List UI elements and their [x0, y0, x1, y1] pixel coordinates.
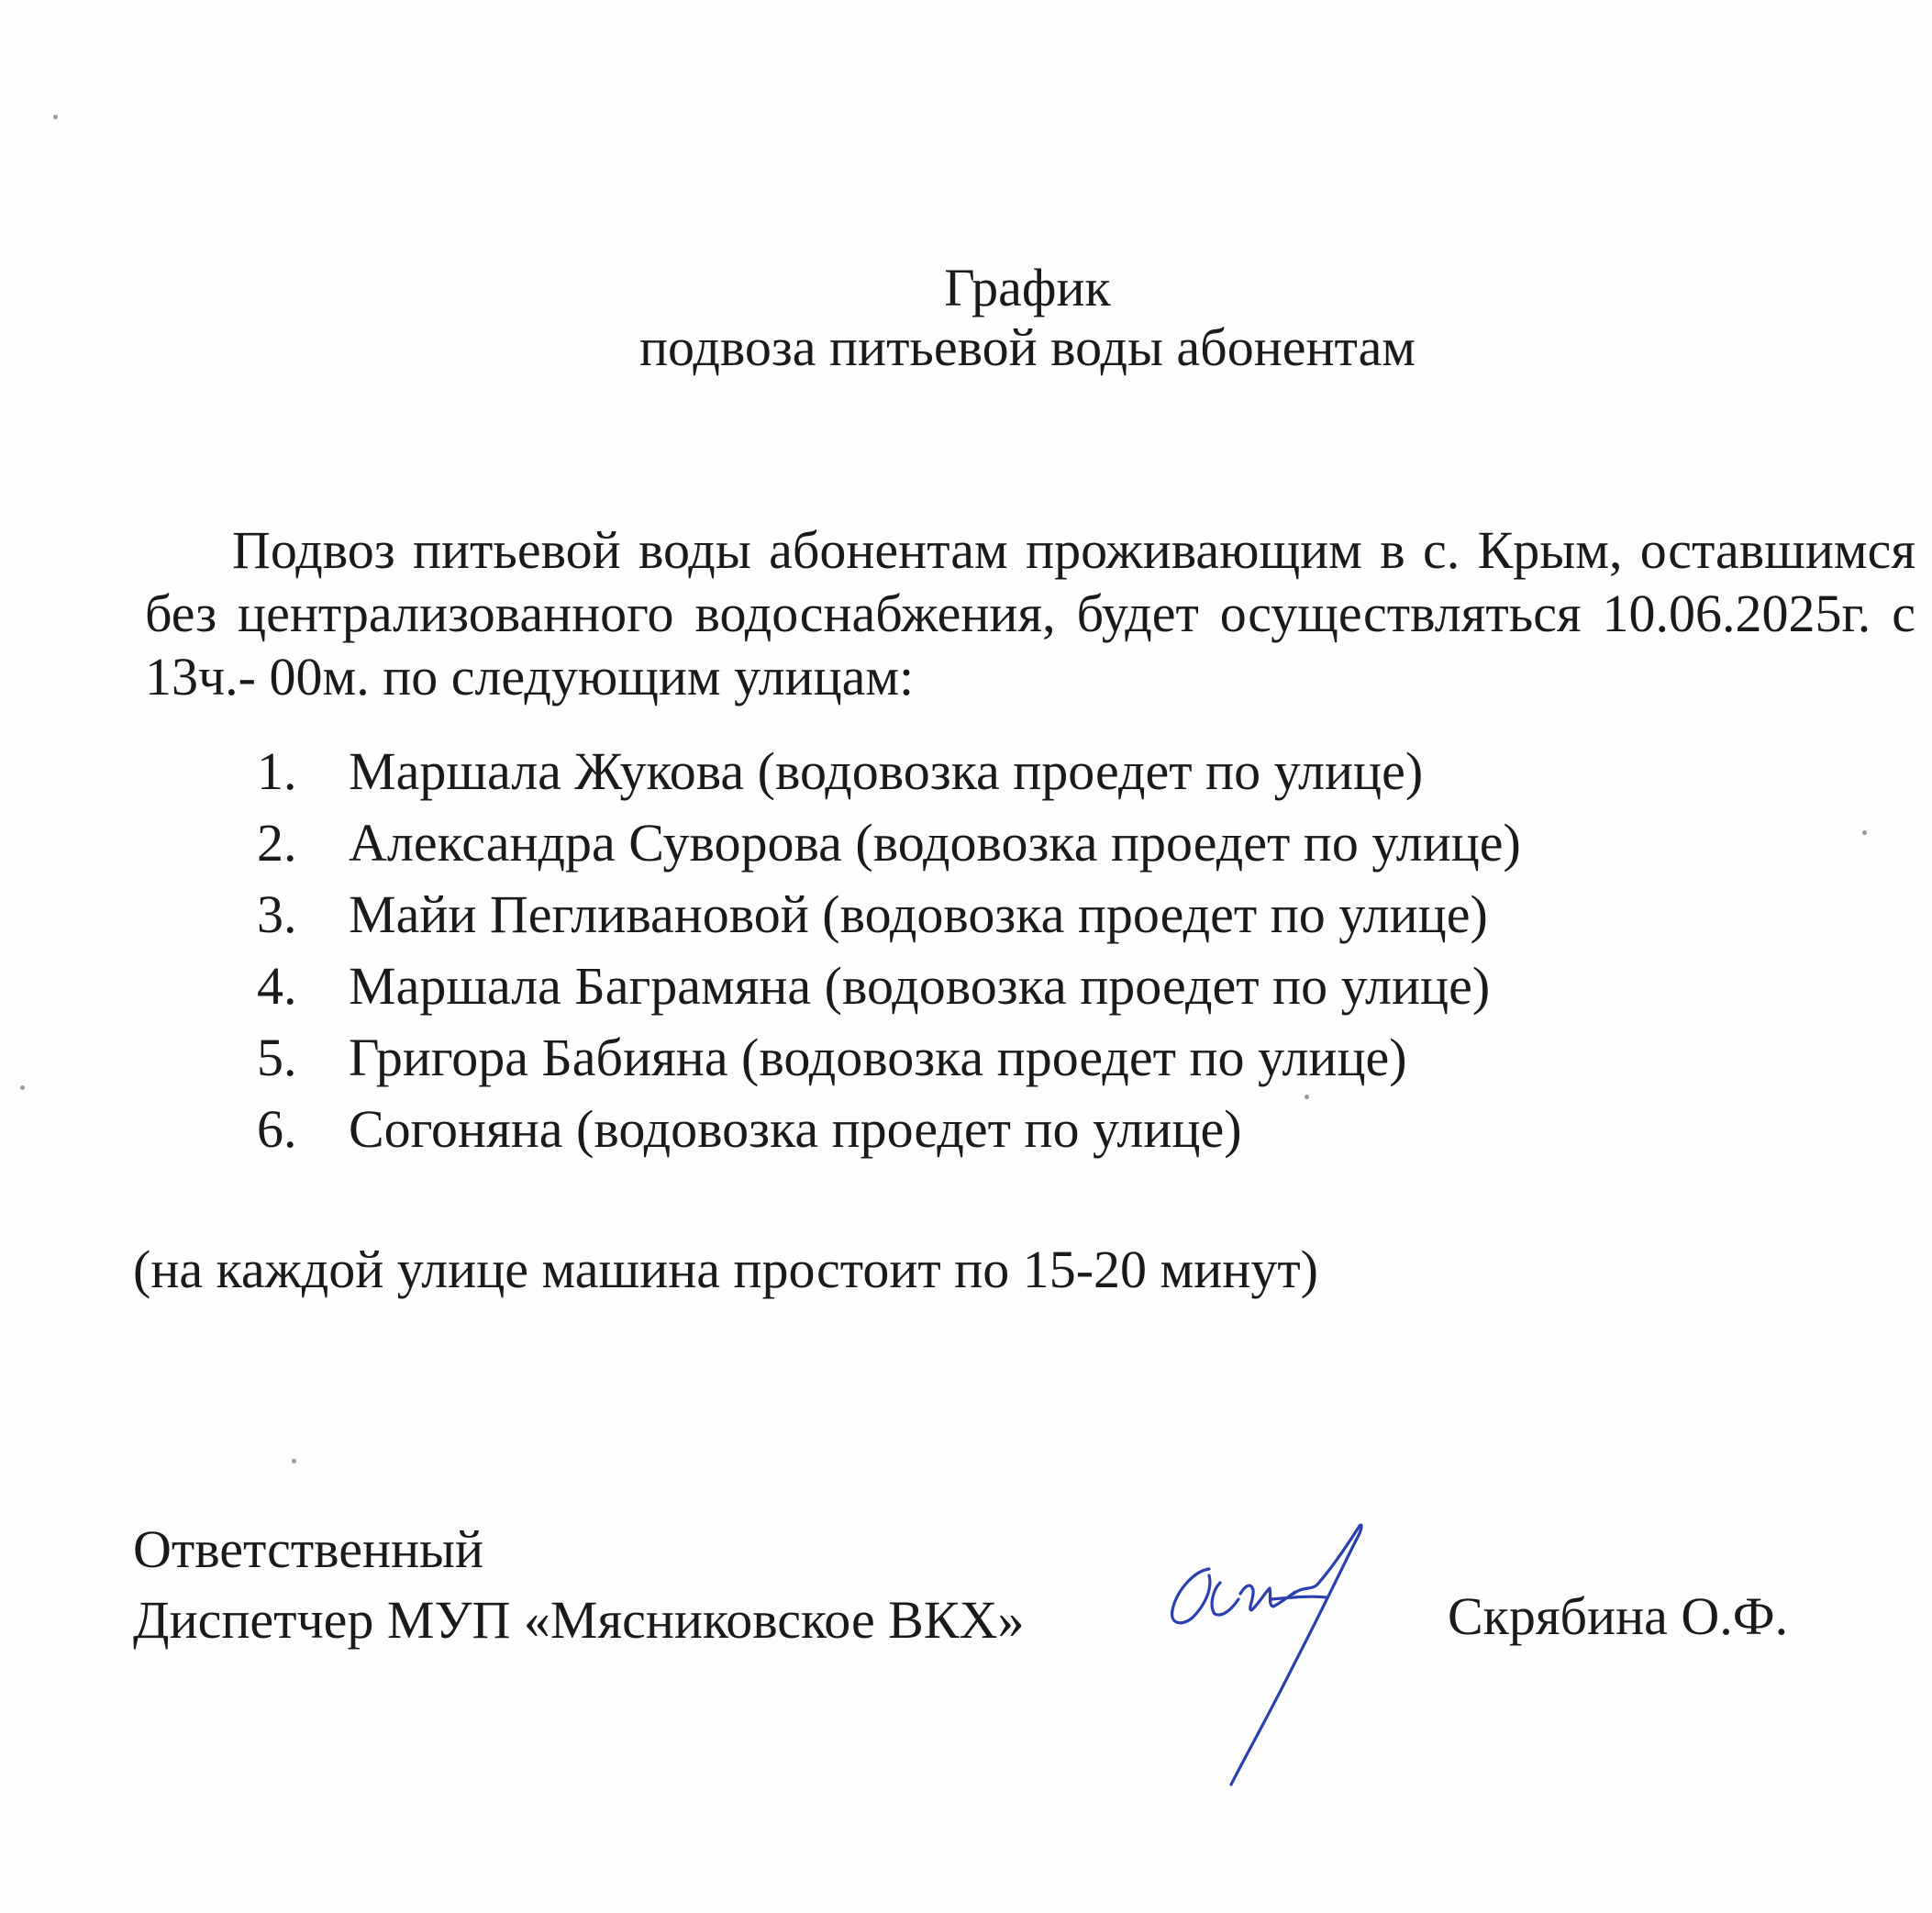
street-list	[257, 736, 1521, 1165]
list-item-text: Маршала Баграмяна (водовозка проедет по улице)	[349, 956, 1491, 1016]
document-title: График	[944, 258, 1111, 317]
scan-speck	[20, 1085, 25, 1090]
handwritten-signature	[1156, 1518, 1431, 1794]
list-item-text: Григора Бабияна (водовозка проедет по улице)	[349, 1028, 1407, 1087]
document-subtitle: подвоза питьевой воды абонентам	[638, 317, 1416, 377]
scan-speck	[1305, 1095, 1309, 1099]
list-item-number: 5.	[257, 1028, 297, 1087]
list-item	[257, 736, 1521, 807]
list-item-number: 6.	[257, 1099, 297, 1159]
list-item-text: Маршала Жукова (водовозка проедет по улице)	[349, 741, 1424, 801]
scan-speck	[53, 115, 58, 119]
list-item	[257, 807, 1521, 879]
list-item-text: Александра Суворова (водовозка проедет по улице)	[349, 813, 1521, 873]
list-item-text: Согоняна (водовозка проедет по улице)	[349, 1099, 1242, 1159]
signatory-role-line2: Диспетчер МУП «Мясниковское ВКХ»	[133, 1590, 1025, 1650]
scan-speck	[1862, 830, 1867, 835]
list-item-text: Майи Пегливановой (водовозка проедет по улице)	[349, 884, 1488, 944]
duration-note: (на каждой улице машина простоит по 15-20 минут)	[133, 1240, 1319, 1299]
list-item-number: 4.	[257, 956, 297, 1016]
signatory-role-line1: Ответственный	[133, 1519, 484, 1579]
list-item	[257, 1022, 1521, 1094]
list-item	[257, 1094, 1521, 1165]
list-item	[257, 951, 1521, 1022]
list-item	[257, 879, 1521, 951]
list-item-number: 2.	[257, 813, 297, 873]
signatory-name: Скрябина О.Ф.	[1448, 1586, 1789, 1646]
list-item-number: 1.	[257, 741, 297, 801]
scan-speck	[292, 1459, 296, 1463]
list-item-number: 3.	[257, 884, 297, 944]
intro-paragraph: Подвоз питьевой воды абонентам проживающим в с. Крым, оставшимся без централизованного водоснабжения, будет осуществляться 10.06.2025г. с 13ч.- 00м. по следующим улицам:	[145, 520, 1915, 706]
